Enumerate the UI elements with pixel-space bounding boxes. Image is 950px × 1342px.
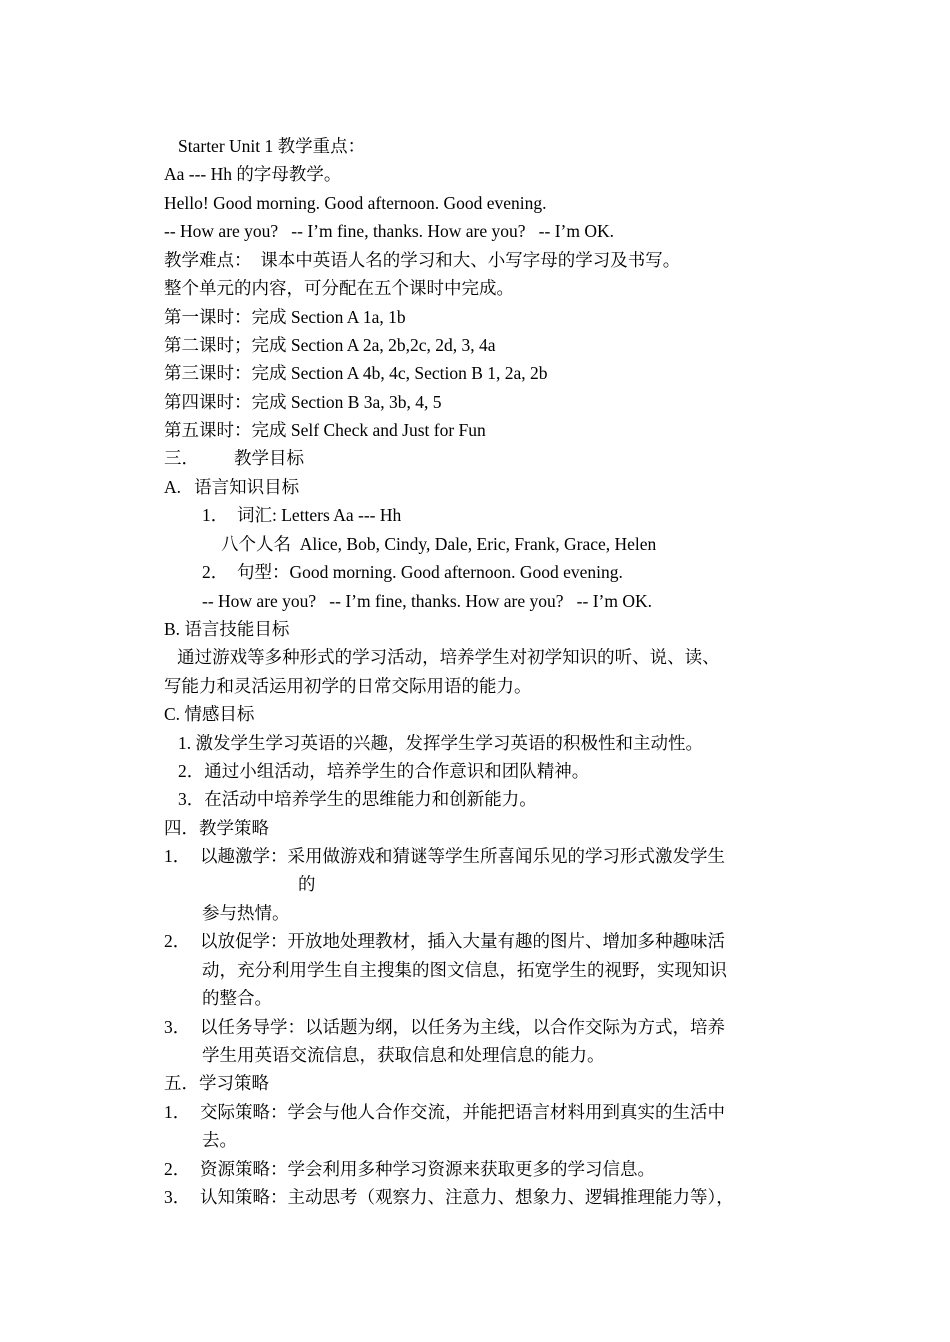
s5-item-2-number: 2． xyxy=(164,1159,191,1179)
focus-line-3: -- How are you? -- I’m fine, thanks. How are you? -- I’m OK. xyxy=(164,221,614,241)
subsection-a-heading: A. 语言知识目标 xyxy=(164,477,300,497)
s5-item-1-line-2: 去。 xyxy=(202,1130,237,1150)
sentence-line: 2． 句型：Good morning. Good afternoon. Good evening. xyxy=(202,562,623,582)
s5-item-3-number: 3． xyxy=(164,1187,191,1207)
b-paragraph-line-2: 写能力和灵活运用初学的日常交际用语的能力。 xyxy=(164,676,532,696)
doc-title: Starter Unit 1 教学重点： xyxy=(178,136,366,156)
section-4-heading: 四．教学策略 xyxy=(164,818,269,838)
s4-item-1-line-2: 的 xyxy=(298,874,316,894)
vocab-line: 1． 词汇: Letters Aa --- Hh xyxy=(202,505,402,525)
lesson-2: 第二课时；完成 Section A 2a, 2b,2c, 2d, 3, 4a xyxy=(164,335,496,355)
section-3-heading: 三． 教学目标 xyxy=(164,448,304,468)
sentence-line-2: -- How are you? -- I’m fine, thanks. How are you? -- I’m OK. xyxy=(202,591,652,611)
section-5-heading: 五．学习策略 xyxy=(164,1073,269,1093)
lesson-3: 第三课时：完成 Section A 4b, 4c, Section B 1, 2a, 2b xyxy=(164,363,548,383)
s4-item-3-number: 3． xyxy=(164,1017,191,1037)
c-item-3: 3．在活动中培养学生的思维能力和创新能力。 xyxy=(178,789,537,809)
c-item-1: 1. 激发学生学习英语的兴趣，发挥学生学习英语的积极性和主动性。 xyxy=(178,733,703,753)
focus-line-1: Aa --- Hh 的字母教学。 xyxy=(164,164,342,184)
s4-item-2-line-1: 以放促学：开放地处理教材，插入大量有趣的图片、增加多种趣味活 xyxy=(200,931,725,951)
s4-item-2-line-3: 的整合。 xyxy=(202,988,272,1008)
b-paragraph-line-1: 通过游戏等多种形式的学习活动，培养学生对初学知识的听、说、读、 xyxy=(164,647,720,667)
difficulty-line: 教学难点： 课本中英语人名的学习和大、小写字母的学习及书写。 xyxy=(164,250,681,270)
s4-item-1-line-3: 参与热情。 xyxy=(202,903,290,923)
focus-line-2: Hello! Good morning. Good afternoon. Good evening. xyxy=(164,193,547,213)
s4-item-2-line-2: 动，充分利用学生自主搜集的图文信息，拓宽学生的视野，实现知识 xyxy=(202,960,727,980)
c-item-2: 2．通过小组活动，培养学生的合作意识和团队精神。 xyxy=(178,761,590,781)
s4-item-3-line-2: 学生用英语交流信息，获取信息和处理信息的能力。 xyxy=(202,1045,605,1065)
subsection-b-heading: B. 语言技能目标 xyxy=(164,619,290,639)
names-line: 八个人名 Alice, Bob, Cindy, Dale, Eric, Frank, Grace, Helen xyxy=(221,534,657,554)
lesson-1: 第一课时：完成 Section A 1a, 1b xyxy=(164,307,406,327)
s4-item-2-number: 2． xyxy=(164,931,191,951)
lesson-5: 第五课时：完成 Self Check and Just for Fun xyxy=(164,420,486,440)
s5-item-1-number: 1． xyxy=(164,1102,191,1122)
lesson-4: 第四课时：完成 Section B 3a, 3b, 4, 5 xyxy=(164,392,442,412)
arrangement-line: 整个单元的内容，可分配在五个课时中完成。 xyxy=(164,278,514,298)
s4-item-1-number: 1． xyxy=(164,846,191,866)
s5-item-1-line-1: 交际策略：学会与他人合作交流，并能把语言材料用到真实的生活中 xyxy=(200,1102,725,1122)
s4-item-1-line-1: 以趣激学：采用做游戏和猜谜等学生所喜闻乐见的学习形式激发学生 xyxy=(200,846,725,866)
subsection-c-heading: C. 情感目标 xyxy=(164,704,255,724)
s5-item-2-line-1: 资源策略：学会利用多种学习资源来获取更多的学习信息。 xyxy=(200,1159,655,1179)
s4-item-3-line-1: 以任务导学：以话题为纲，以任务为主线，以合作交际为方式，培养 xyxy=(200,1017,725,1037)
s5-item-3-line-1: 认知策略：主动思考（观察力、注意力、想象力、逻辑推理能力等）， xyxy=(200,1187,734,1207)
